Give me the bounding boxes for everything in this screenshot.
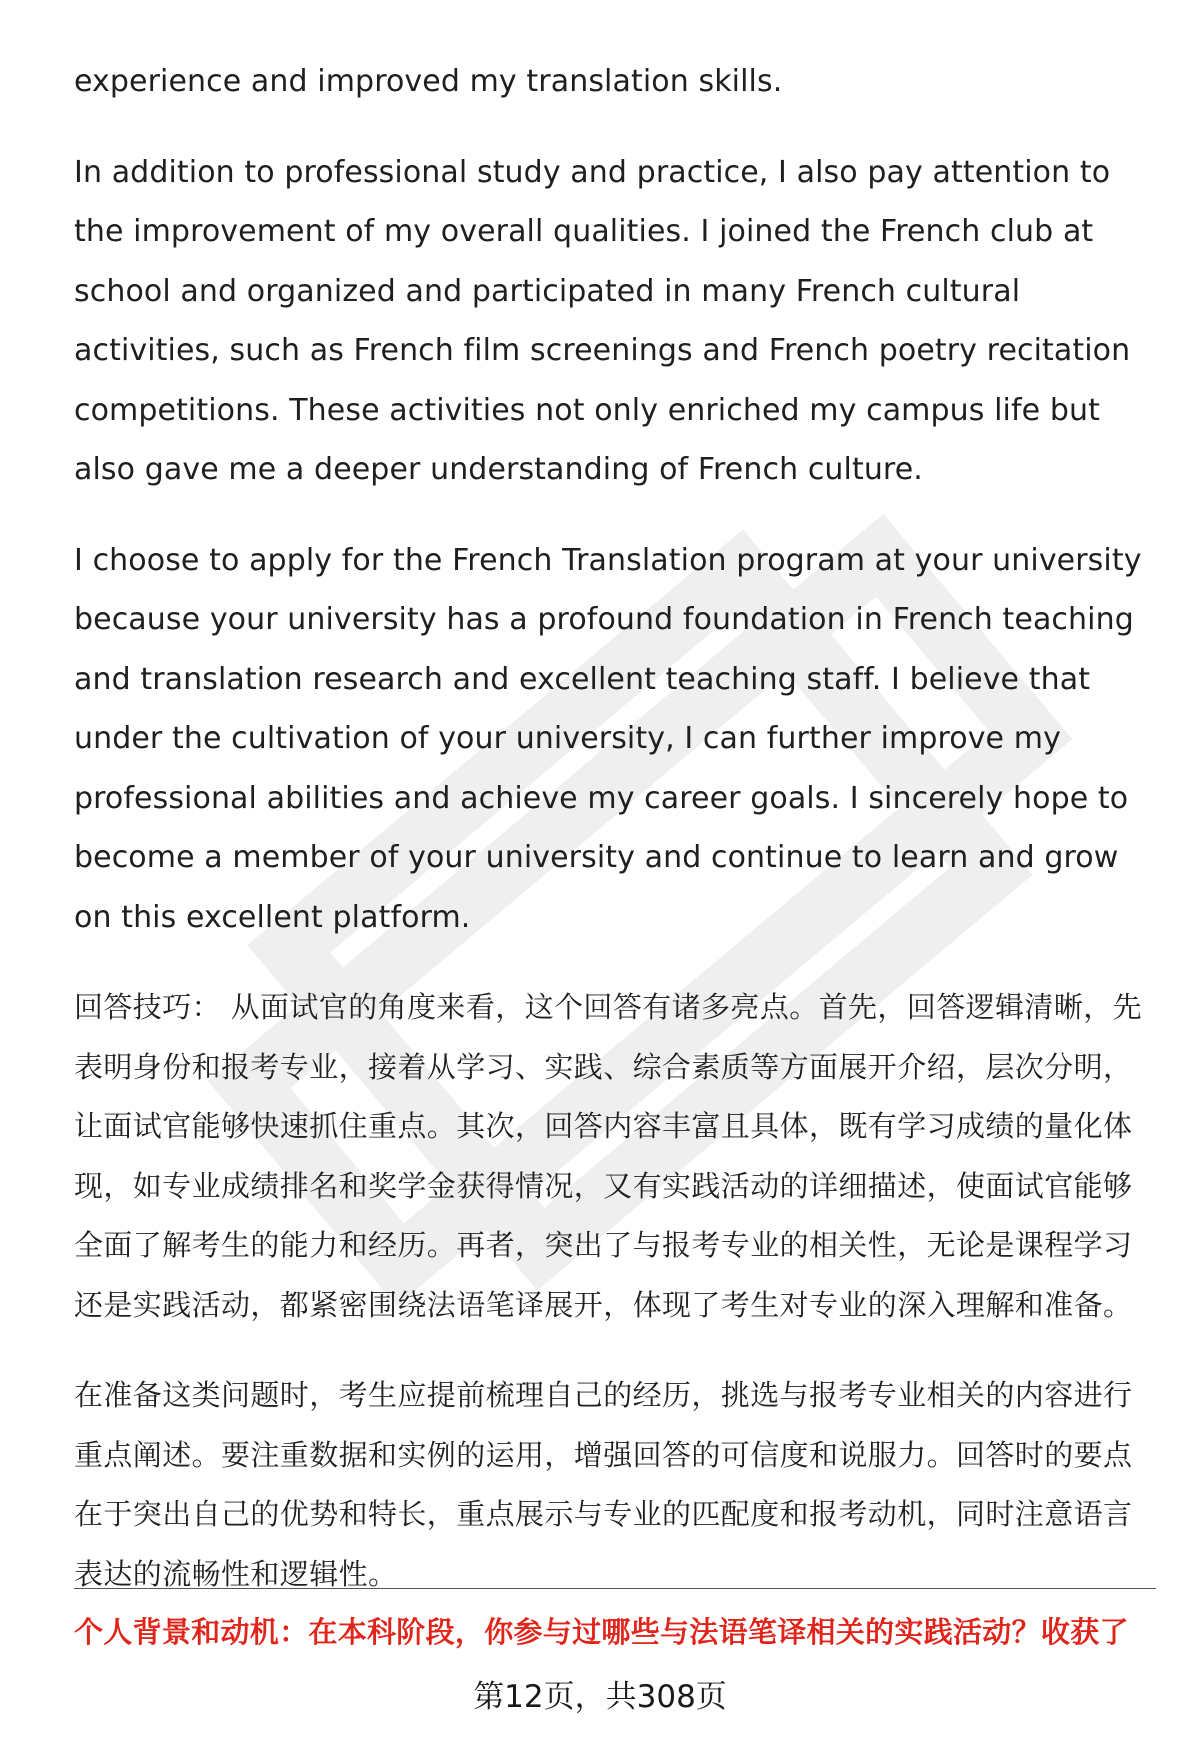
preparation-advice-paragraph: 在准备这类问题时，考生应提前梳理自己的经历，挑选与报考专业相关的内容进行重点阐述。要注重数据和实例的运用，增强回答的可信度和说服力。回答时的要点在于突出自己的优势和特长，重点展示与专业的匹配度和报考动机，同时注意语言表达的流畅性和逻辑性。 <box>74 1378 1133 1591</box>
next-question-heading: 个人背景和动机：在本科阶段，你参与过哪些与法语笔译相关的实践活动？收获了 <box>74 1615 1129 1649</box>
paragraph-1: experience and improved my translation skills. <box>74 64 783 99</box>
paragraph-gap <box>74 947 1159 978</box>
answer-tips-paragraph: 回答技巧： 从面试官的角度来看，这个回答有诸多亮点。首先，回答逻辑清晰，先表明身份和报考专业，接着从学习、实践、综合素质等方面展开介绍，层次分明，让面试官能够快速抓住重点。其次，回答内容丰富且具体，既有学习成绩的量化体现，如专业成绩排名和奖学金获得情况，又有实践活动的详细描述，使面试官能够全面了解考生的能力和经历。再者，突出了与报考专业的相关性，无论是课程学习还是实践活动，都紧密围绕法语笔译展开，体现了考生对专业的深入理解和准备。 <box>74 990 1143 1322</box>
paragraph-3: I choose to apply for the French Translation program at your university because your university has a profound foundation in French teaching and translation research and excellent teaching staff. I believe that under the cultivation of your university, I can further improve my professional abilities and achieve my career goals. I sincerely hope to become a member of your university and continue to learn and grow on this excellent platform. <box>74 542 1142 935</box>
section-divider <box>74 1588 1156 1589</box>
page-number-footer: 第12页，共308页 <box>473 1679 727 1715</box>
paragraph-gap <box>74 112 1159 143</box>
paragraph-gap <box>74 500 1159 531</box>
paragraph-2: In addition to professional study and practice, I also pay attention to the improvement of my overall qualities. I joined the French club at school and organized and participated in many French cultural activities, such as French film screenings and French poetry recitation competitions. These activities not only enriched my campus life but also gave me a deeper understanding of French culture. <box>74 154 1131 487</box>
document-body <box>74 52 1159 1604</box>
paragraph-gap <box>74 1335 1159 1366</box>
